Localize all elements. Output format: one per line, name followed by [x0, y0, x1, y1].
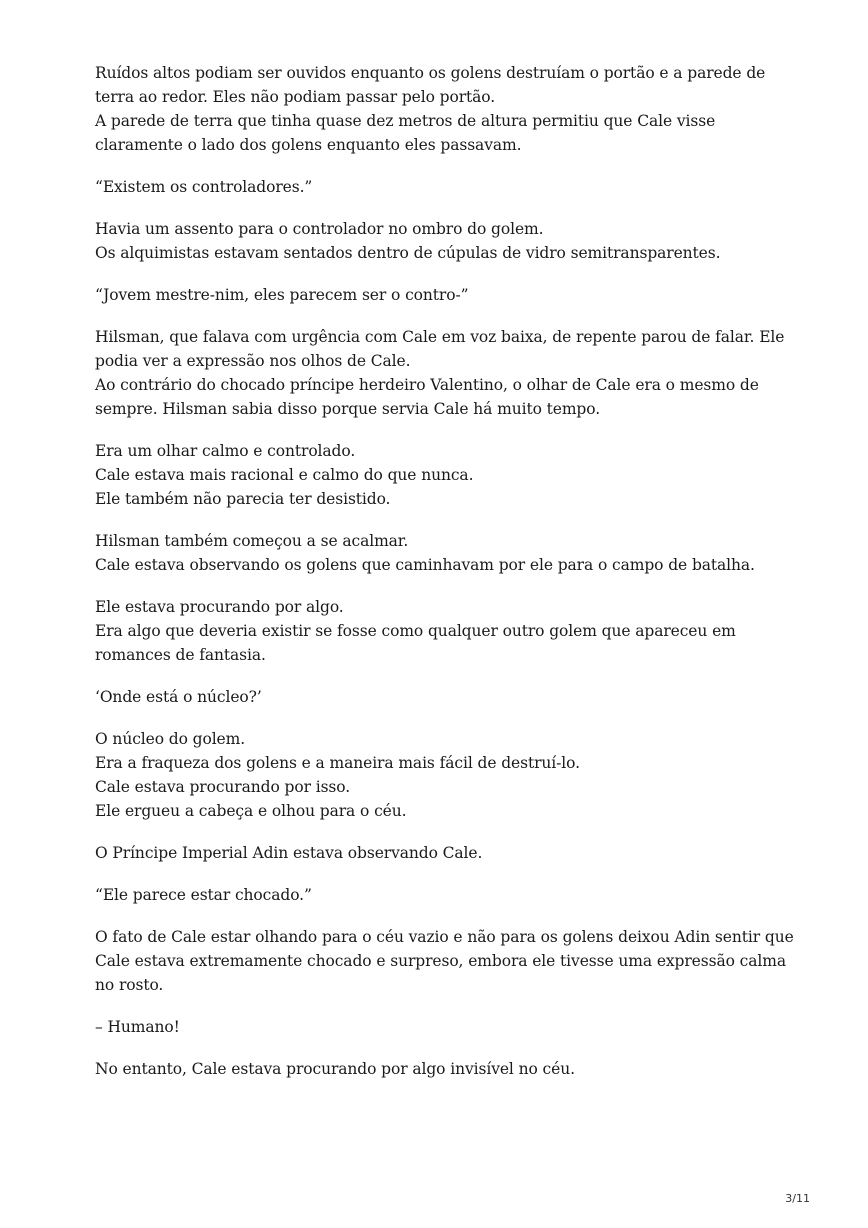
text-line: Cale estava mais racional e calmo do que nunca. [95, 466, 474, 484]
paragraph [95, 61, 795, 157]
paragraph [95, 217, 795, 265]
text-line: No entanto, Cale estava procurando por algo invisível no céu. [95, 1060, 575, 1078]
paragraph [95, 1015, 795, 1039]
text-line: Cale estava observando os golens que caminhavam por ele para o campo de batalha. [95, 556, 755, 574]
text-line: Ele ergueu a cabeça e olhou para o céu. [95, 802, 407, 820]
text-line: O fato de Cale estar olhando para o céu vazio e não para os golens deixou Adin sentir que [95, 928, 794, 946]
text-line: A parede de terra que tinha quase dez metros de altura permitiu que Cale visse [95, 112, 716, 130]
paragraph [95, 925, 795, 997]
text-line: “Existem os controladores.” [95, 178, 313, 196]
text-line: “Jovem mestre-nim, eles parecem ser o contro-” [95, 286, 469, 304]
text-line: podia ver a expressão nos olhos de Cale. [95, 352, 411, 370]
text-line: Ao contrário do chocado príncipe herdeiro Valentino, o olhar de Cale era o mesmo de [95, 376, 759, 394]
text-line: Cale estava procurando por isso. [95, 778, 351, 796]
document-body [95, 61, 795, 1099]
paragraph [95, 595, 795, 667]
paragraph [95, 883, 795, 907]
paragraph [95, 283, 795, 307]
text-line: “Ele parece estar chocado.” [95, 886, 312, 904]
text-line: Hilsman, que falava com urgência com Cale em voz baixa, de repente parou de falar. Ele [95, 328, 785, 346]
paragraph [95, 841, 795, 865]
text-line: – Humano! [95, 1018, 180, 1036]
text-line: Os alquimistas estavam sentados dentro de cúpulas de vidro semitransparentes. [95, 244, 721, 262]
paragraph [95, 1057, 795, 1081]
text-line: Havia um assento para o controlador no ombro do golem. [95, 220, 544, 238]
text-line: ‘Onde está o núcleo?’ [95, 688, 262, 706]
paragraph [95, 439, 795, 511]
text-line: Era a fraqueza dos golens e a maneira mais fácil de destruí-lo. [95, 754, 580, 772]
paragraph [95, 529, 795, 577]
paragraph [95, 325, 795, 421]
text-line: O Príncipe Imperial Adin estava observando Cale. [95, 844, 483, 862]
text-line: Hilsman também começou a se acalmar. [95, 532, 409, 550]
paragraph [95, 685, 795, 709]
text-line: O núcleo do golem. [95, 730, 246, 748]
text-line: Ele estava procurando por algo. [95, 598, 344, 616]
text-line: no rosto. [95, 976, 164, 994]
text-line: Ruídos altos podiam ser ouvidos enquanto os golens destruíam o portão e a parede de [95, 64, 766, 82]
page-number: 3/11 [785, 1192, 810, 1205]
text-line: Cale estava extremamente chocado e surpreso, embora ele tivesse uma expressão calma [95, 952, 786, 970]
paragraph [95, 727, 795, 823]
paragraph [95, 175, 795, 199]
text-line: sempre. Hilsman sabia disso porque servia Cale há muito tempo. [95, 400, 601, 418]
text-line: Era algo que deveria existir se fosse como qualquer outro golem que apareceu em [95, 622, 736, 640]
text-line: terra ao redor. Eles não podiam passar pelo portão. [95, 88, 496, 106]
text-line: Era um olhar calmo e controlado. [95, 442, 356, 460]
text-line: claramente o lado dos golens enquanto eles passavam. [95, 136, 522, 154]
text-line: romances de fantasia. [95, 646, 266, 664]
text-line: Ele também não parecia ter desistido. [95, 490, 391, 508]
